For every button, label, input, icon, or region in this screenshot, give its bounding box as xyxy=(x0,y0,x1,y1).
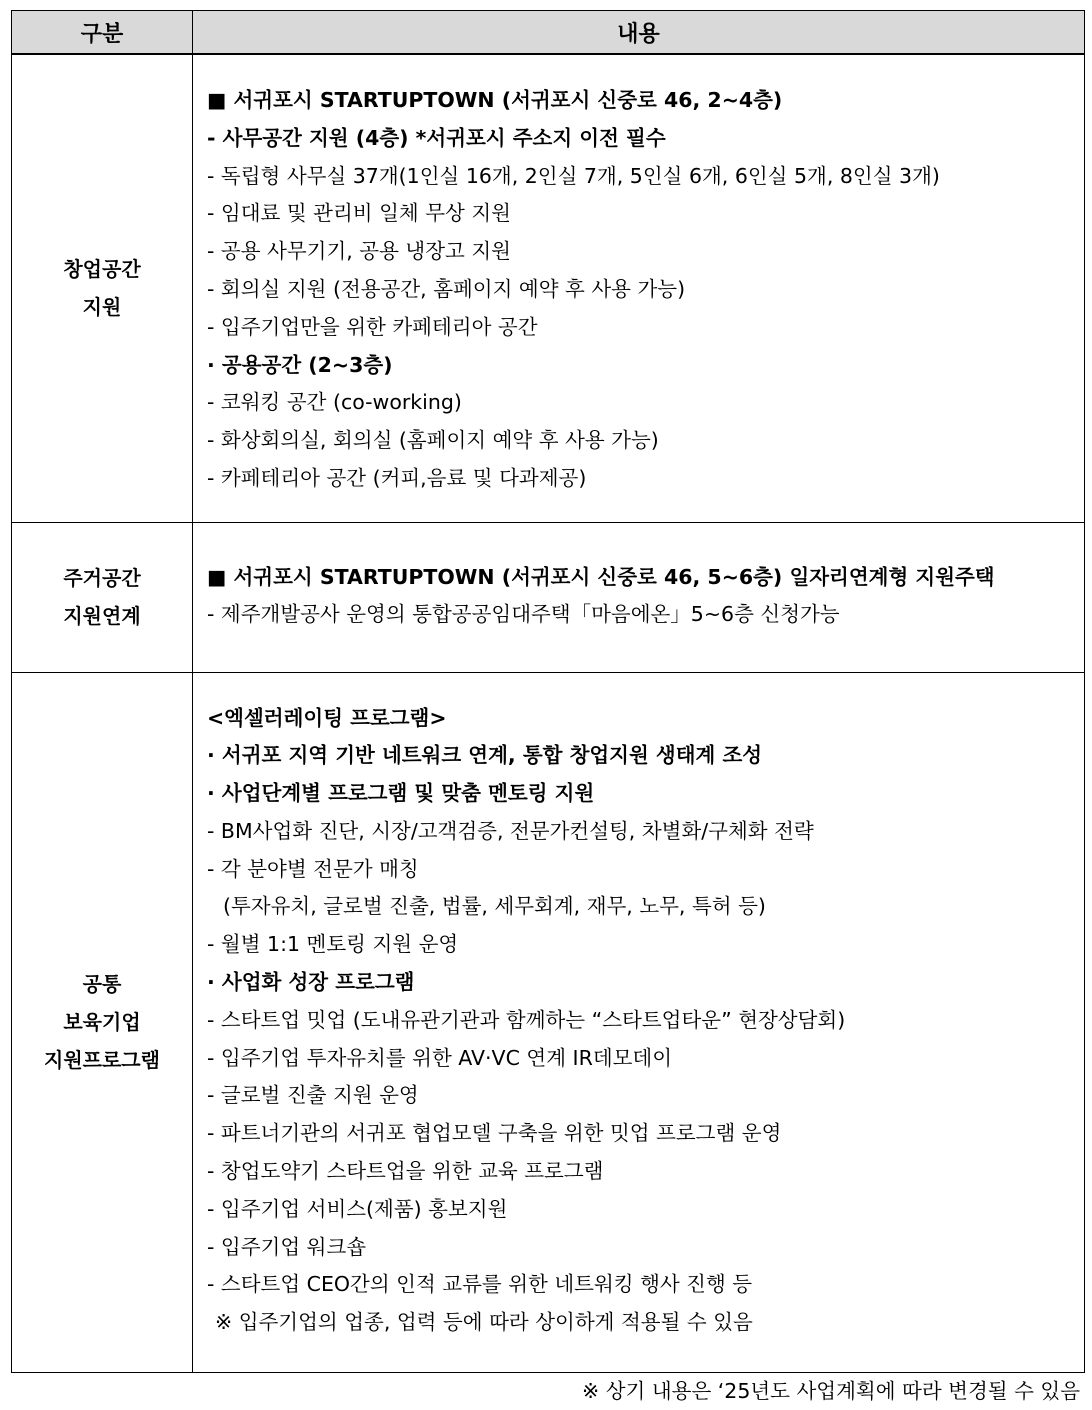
header-content: 내용 xyxy=(193,11,1085,55)
category-cell xyxy=(12,672,193,1372)
content-line: - 임대료 및 관리비 일체 무상 지원 xyxy=(207,201,511,226)
content-line: - 스타트업 CEO간의 인적 교류를 위한 네트워킹 행사 진행 등 xyxy=(207,1272,753,1297)
content-line: - 화상회의실, 회의실 (홈페이지 예약 후 사용 가능) xyxy=(207,428,659,453)
program-table xyxy=(11,10,1085,1373)
content-line: - 사무공간 지원 (4층) *서귀포시 주소지 이전 필수 xyxy=(207,125,666,150)
content-line: · 사업단계별 프로그램 및 맞춤 멘토링 지원 xyxy=(207,781,595,806)
content-line: - 월별 1:1 멘토링 지원 운영 xyxy=(207,932,459,957)
table-row xyxy=(12,522,1085,672)
category-label: 지원연계 xyxy=(63,604,141,628)
content-line: - 창업도약기 스타트업을 위한 교육 프로그램 xyxy=(207,1159,604,1184)
content-line: - 스타트업 밋업 (도내유관기관과 함께하는 “스타트업타운” 현장상담회) xyxy=(207,1007,846,1032)
content-line: ■ 서귀포시 STARTUPTOWN (서귀포시 신중로 46, 5~6층) 일자리연계형 지원주택 xyxy=(207,564,995,589)
content-line: ■ 서귀포시 STARTUPTOWN (서귀포시 신중로 46, 2~4층) xyxy=(207,88,783,112)
category-cell xyxy=(12,54,193,522)
content-cell xyxy=(193,672,1085,1372)
content-line: - 입주기업 투자유치를 위한 AV·VC 연계 IR데모데이 xyxy=(207,1045,673,1070)
content-line: - BM사업화 진단, 시장/고객검증, 전문가컨설팅, 차별화/구체화 전략 xyxy=(207,818,814,843)
category-label: 창업공간 xyxy=(63,257,141,282)
content-line: (투자유치, 글로벌 진출, 법률, 세무회계, 재무, 노무, 특허 등) xyxy=(223,894,766,919)
content-cell xyxy=(193,54,1085,522)
footnote: ※ 상기 내용은 ‘25년도 사업계획에 따라 변경될 수 있음 xyxy=(582,1379,1080,1403)
category-cell xyxy=(12,522,193,672)
category-label: 공통 xyxy=(82,972,122,996)
content-line: - 독립형 사무실 37개(1인실 16개, 2인실 7개, 5인실 6개, 6인실 5개, 8인실 3개) xyxy=(207,163,940,188)
content-line: <엑셀러레이팅 프로그램> xyxy=(207,705,447,730)
category-label: 보육기업 xyxy=(63,1010,141,1034)
content-line: - 코워킹 공간 (co-working) xyxy=(207,390,462,415)
content-line: - 카페테리아 공간 (커피,음료 및 다과제공) xyxy=(207,465,587,490)
content-line: - 회의실 지원 (전용공간, 홈페이지 예약 후 사용 가능) xyxy=(207,276,686,301)
content-line: - 공용 사무기기, 공용 냉장고 지원 xyxy=(207,239,511,264)
table-row xyxy=(12,672,1085,1372)
content-cell xyxy=(193,522,1085,672)
header-row xyxy=(12,11,1085,55)
table-row xyxy=(12,54,1085,522)
content-line: - 글로벌 진출 지원 운영 xyxy=(207,1083,419,1108)
header-category: 구분 xyxy=(12,11,193,55)
content-line: - 입주기업만을 위한 카페테리아 공간 xyxy=(207,314,538,339)
category-label: 주거공간 xyxy=(63,566,141,590)
category-label: 지원프로그램 xyxy=(44,1048,160,1072)
content-line: - 각 분야별 전문가 매칭 xyxy=(207,856,419,881)
category-label: 지원 xyxy=(82,295,122,320)
content-line: · 사업화 성장 프로그램 xyxy=(207,970,415,995)
content-line: ※ 입주기업의 업종, 업력 등에 따라 상이하게 적용될 수 있음 xyxy=(215,1310,753,1335)
content-line: - 파트너기관의 서귀포 협업모델 구축을 위한 밋업 프로그램 운영 xyxy=(207,1121,782,1146)
content-line: - 입주기업 워크숍 xyxy=(207,1234,367,1259)
content-line: - 입주기업 서비스(제품) 홍보지원 xyxy=(207,1196,508,1221)
content-line: · 서귀포 지역 기반 네트워크 연계, 통합 창업지원 생태계 조성 xyxy=(207,743,763,768)
content-line: - 제주개발공사 운영의 통합공공임대주택「마음에온」5~6층 신청가능 xyxy=(207,602,840,627)
content-line: · 공용공간 (2~3층) xyxy=(207,352,393,377)
